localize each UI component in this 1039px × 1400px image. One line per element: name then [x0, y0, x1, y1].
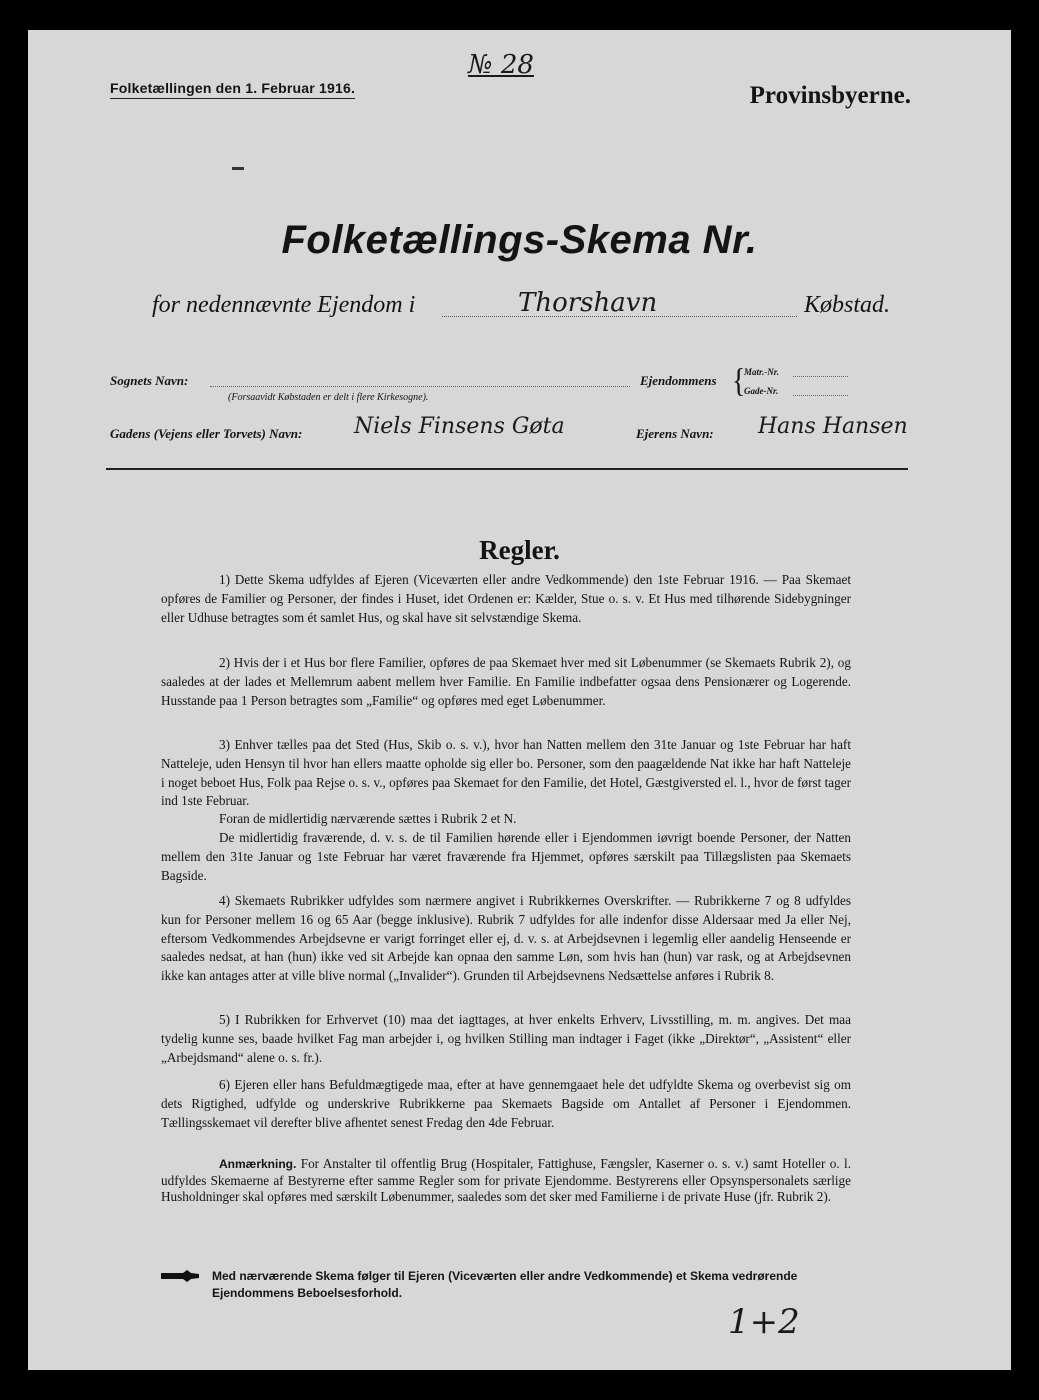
form-title: Folketællings-Skema Nr. — [281, 218, 758, 262]
rule-3-present: Foran de midlertidig nærværende sættes i Rubrik 2 et N. — [219, 811, 517, 826]
rule-3: 3) Enhver tælles paa det Sted (Hus, Skib o. s. v.), hvor han Natten mellem den 31te Januar og 1ste Februar har haft Natteleje, uden Hensyn til hvor han ellers maatte opholde sig eller bo. Personer, som den paagældende Nat ikke har haft Natteleje i noget beboet Hus, Folk paa Rejse o. s. v., opføres paa Skemaet for den Familie, det Hotel, Gæstgiversted el. l., hvor de først tager ind 1ste Februar. — [161, 737, 851, 809]
parish-label: Sognets Navn: — [110, 373, 189, 388]
rules-heading: Regler. — [479, 535, 560, 565]
gade-label: Gade-Nr. — [744, 386, 779, 396]
gade-dotted-line — [793, 395, 848, 396]
town-line — [152, 288, 891, 326]
matr-label: Matr.-Nr. — [744, 367, 780, 377]
property-label: Ejendommens — [640, 373, 717, 388]
matr-dotted-line — [793, 376, 848, 377]
parish-dotted-line — [210, 386, 630, 387]
rule-3-absent: De midlertidig fraværende, d. v. s. de til Familien hørende eller i Ejendommen iøvrigt boende Personer, der Natten mellem den 31te Januar og 1ste Februar har været fraværende fra Hjemmet, opføres særskilt paa Tillægslisten paa Skemaets Bagside. — [161, 830, 851, 883]
street-label: Gadens (Vejens eller Torvets) Navn: — [110, 426, 303, 441]
census-form-page — [28, 30, 1011, 1370]
note-label: Anmærkning. — [219, 1157, 297, 1171]
pointing-hand-icon — [161, 1270, 199, 1282]
town-prefix: for nedennævnte Ejendom i — [152, 292, 416, 318]
owner-label: Ejerens Navn: — [636, 426, 714, 441]
header-divider — [106, 468, 908, 470]
parish-field — [110, 372, 630, 390]
owner-value: Hans Hansen — [758, 414, 908, 439]
parish-subnote: (Forsaavidt Købstaden er delt i flere Kirkesogne). — [228, 392, 429, 403]
note-paragraph — [161, 1156, 851, 1206]
census-header: Folketællingen den 1. Februar 1916. — [110, 80, 355, 99]
footnote: Med nærværende Skema følger til Ejeren (Viceværten eller andre Vedkommende) et Skema vedrørende Ejendommens Beboelsesforhold. — [212, 1269, 798, 1300]
town-value: Thorshavn — [518, 288, 658, 318]
dash-mark — [232, 167, 244, 170]
rule-5: 5) I Rubrikken for Erhvervet (10) maa det iagttages, at hver enkelts Erhverv, Livsstilling, m. m. angives. Det maa tydelig kunne ses, baade hvilket Fag man arbejder i, og hvilken Stilling man indtager i Faget (ikke „Direktør“, „Assistent“ eller „Arbejdsmand“ alene o. s. fr.). — [161, 1012, 851, 1065]
rule-4: 4) Skemaets Rubrikker udfyldes som nærmere angivet i Rubrikkernes Overskrifter. — Rubrikkerne 7 og 8 udfyldes kun for Personer mellem 16 og 65 Aar (begge inklusive). Rubrik 7 udfyldes for alle indenfor disse Aldersaar med Ja eller Nej, eftersom Vedkommendes Arbejdsevne er varigt forringet eller ej, d. v. s. at Arbejdsevnen i legemlig eller aandelig Henseende er saaledes nedsat, at han (hun) ikke ved sit Arbejde kan opnaa den samme Løn, som hvis han (hun) var rask, og at Arbejdsevnen ikke kan antages atter at ville blive normal („Invalider“). Grunden til Arbejdsevnens Nedsættelse anføres i Rubrik 8. — [161, 893, 851, 984]
rule-6: 6) Ejeren eller hans Befuldmægtigede maa, efter at have gennemgaaet hele det udfyldte Skema og overbevist sig om dets Rigtighed, udfylde og underskrive Rubrikkerne paa Skemaets Bagside om Antallet af Personer i Ejendommen. Tællingsskemaet vil derefter blive afhentet senest Fredag den 4de Februar. — [161, 1077, 851, 1130]
rule-2: 2) Hvis der i et Hus bor flere Familier, opføres de paa Skemaet hver med sit Løbenummer (se Skemaets Rubrik 2), og saaledes at der lades et Mellemrum aabent mellem hver Familie. En Familie indbefatter ogsaa dens Pensionærer og Logerende. Husstande paa 1 Person betragtes som „Familie“ og opføres med eget Løbenummer. — [161, 655, 851, 708]
province-label: Provinsbyerne. — [749, 82, 911, 109]
form-number: № 28 — [468, 50, 534, 80]
rule-1: 1) Dette Skema udfyldes af Ejeren (Viceværten eller andre Vedkommende) den 1ste Februar 1916. — Paa Skemaet opføres de Familier og Personer, der findes i Huset, idet Ordenen er: Kælder, Stue o. s. v. Et Hus med tilhørende Sidebygninger eller Udhuse betragtes som ét samlet Hus, og skal have sit selvstændige Skema. — [161, 572, 851, 625]
property-brace-icon: { — [732, 362, 746, 400]
note-text: For Anstalter til offentlig Brug (Hospitaler, Fattighuse, Fængsler, Kaserner o. s. v.) samt Hoteller o. l. udfyldes Skemaerne af Bestyrerne efter samme Regler som for private Ejendomme. Bestyrerens eller Opsynspersonalets særlige Husholdninger skal opføres med særskilt Løbenummer, saaledes som det sker med Familierne i de private Huse (jfr. Rubrik 2). — [161, 1156, 852, 1204]
street-value: Niels Finsens Gøta — [354, 414, 565, 439]
corner-handwritten-note: 1+2 — [728, 1302, 800, 1342]
town-suffix: Købstad. — [804, 292, 891, 318]
